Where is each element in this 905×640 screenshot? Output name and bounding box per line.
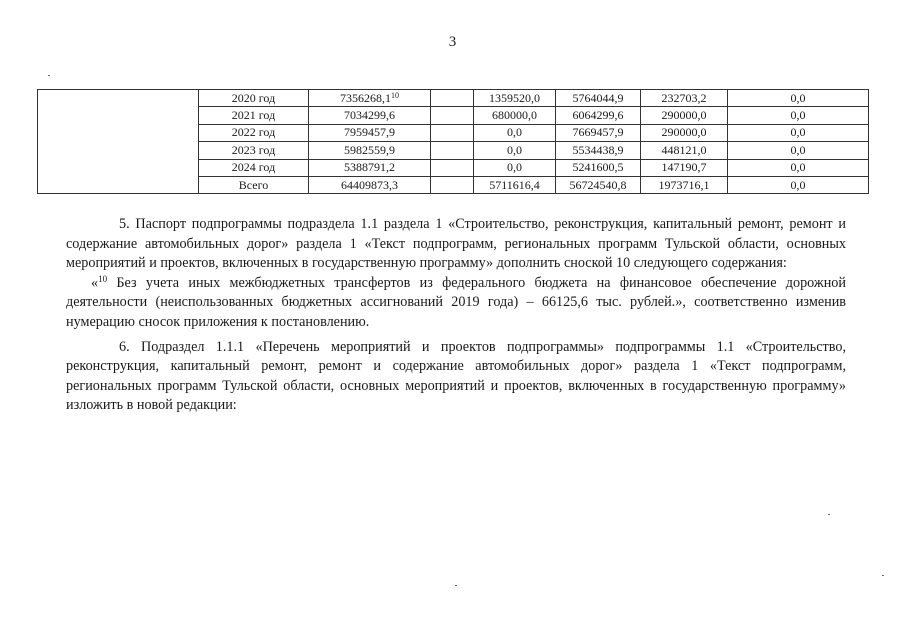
empty-cell xyxy=(431,142,474,159)
footnote-marker: 10 xyxy=(391,90,399,100)
federal-cell: 5711616,4 xyxy=(474,176,556,193)
body-text xyxy=(66,215,846,416)
federal-cell: 0,0 xyxy=(474,124,556,141)
federal-cell: 1359520,0 xyxy=(474,90,556,107)
extra-cell: 0,0 xyxy=(728,124,869,141)
extra-cell: 0,0 xyxy=(728,176,869,193)
empty-cell xyxy=(431,159,474,176)
paragraph-footnote-quote xyxy=(66,274,846,333)
local-cell: 448121,0 xyxy=(641,142,728,159)
scan-speck xyxy=(882,575,884,576)
extra-cell: 0,0 xyxy=(728,107,869,124)
quote-open: « xyxy=(91,274,99,291)
footnote-marker: 10 xyxy=(98,273,108,284)
regional-cell: 5241600,5 xyxy=(556,159,641,176)
federal-cell: 680000,0 xyxy=(474,107,556,124)
regional-cell: 5764044,9 xyxy=(556,90,641,107)
scan-speck xyxy=(48,75,50,76)
year-cell: 2021 год xyxy=(199,107,309,124)
scan-speck xyxy=(828,514,830,515)
empty-cell xyxy=(431,107,474,124)
year-cell: 2024 год xyxy=(199,159,309,176)
total-cell: 7034299,6 xyxy=(309,107,431,124)
federal-cell: 0,0 xyxy=(474,159,556,176)
extra-cell: 0,0 xyxy=(728,159,869,176)
paragraph-item-5: 5. Паспорт подпрограммы подраздела 1.1 раздела 1 «Строительство, реконструкция, капитальный ремонт, ремонт и содержание автомобильных дорог» раздела 1 «Текст подпрограмм, региональных программ Тульской области, основных мероприятий и проектов, включенных в государственную программу» дополнить сноской 10 следующего содержания: xyxy=(66,216,846,272)
quote-body: Без учета иных межбюджетных трансфертов из федерального бюджета на финансовое обеспечение дорожной деятельности (неиспользованных бюджетных ассигнований 2019 года) – 66125,6 тыс. рублей.», соответственно изменив нумерацию сносок приложения к постановлению. xyxy=(66,274,846,330)
year-cell: Всего xyxy=(199,176,309,193)
federal-cell: 0,0 xyxy=(474,142,556,159)
regional-cell: 6064299,6 xyxy=(556,107,641,124)
total-cell: 5982559,9 xyxy=(309,142,431,159)
extra-cell: 0,0 xyxy=(728,142,869,159)
local-cell: 1973716,1 xyxy=(641,176,728,193)
local-cell: 290000,0 xyxy=(641,107,728,124)
page-number: 3 xyxy=(448,34,457,50)
total-cell: 7356268,1$^{10}$ xyxy=(309,90,431,107)
local-cell: 290000,0 xyxy=(641,124,728,141)
local-cell: 147190,7 xyxy=(641,159,728,176)
funding-table xyxy=(37,89,869,194)
regional-cell: 7669457,9 xyxy=(556,124,641,141)
empty-cell xyxy=(431,90,474,107)
total-cell: 64409873,3 xyxy=(309,176,431,193)
regional-cell: 56724540,8 xyxy=(556,176,641,193)
local-cell: 232703,2 xyxy=(641,90,728,107)
year-cell: 2020 год xyxy=(199,90,309,107)
extra-cell: 0,0 xyxy=(728,90,869,107)
empty-cell xyxy=(431,124,474,141)
total-cell: 5388791,2 xyxy=(309,159,431,176)
year-cell: 2023 год xyxy=(199,142,309,159)
regional-cell: 5534438,9 xyxy=(556,142,641,159)
empty-cell xyxy=(431,176,474,193)
scan-speck xyxy=(455,585,457,586)
total-cell: 7959457,9 xyxy=(309,124,431,141)
year-cell: 2022 год xyxy=(199,124,309,141)
paragraph-item-6: 6. Подраздел 1.1.1 «Перечень мероприятий и проектов подпрограммы» подпрограммы 1.1 «Строительство, реконструкция, капитальный ремонт, ремонт и содержание автомобильных дорог» раздела 1 «Текст подпрограмм, региональных программ Тульской области, основных мероприятий и проектов, включенных в государственную программу» изложить в новой редакции: xyxy=(66,338,846,414)
table-row xyxy=(38,90,869,107)
empty-label-cell xyxy=(38,90,199,194)
